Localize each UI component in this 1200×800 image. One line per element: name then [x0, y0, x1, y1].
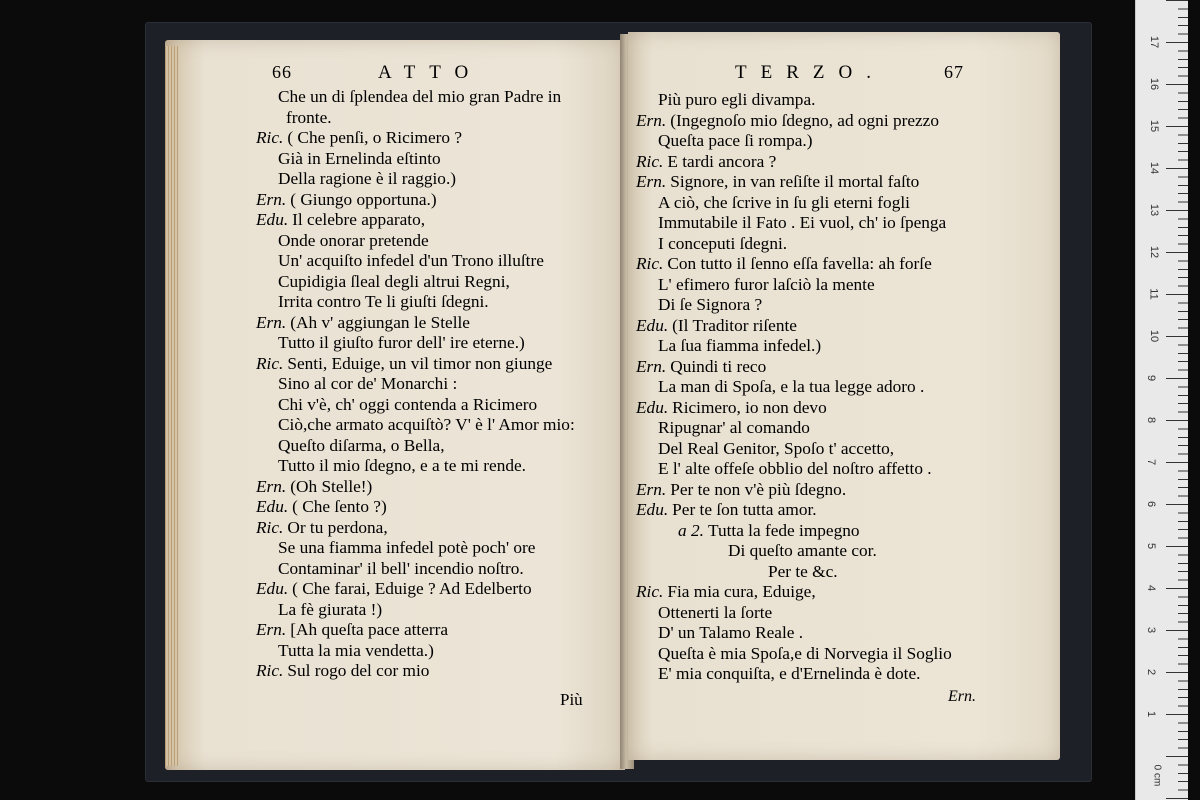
line-text: Per te &c.	[768, 561, 838, 581]
ruler-number: 8	[1145, 416, 1158, 424]
right-page-text	[636, 90, 952, 685]
line-text: Tutto il giuſto furor dell' ire eterne.)	[278, 333, 525, 352]
measuring-ruler	[1135, 0, 1188, 800]
text-line	[256, 231, 575, 252]
ruler-number: 10	[1148, 329, 1161, 343]
line-text: Sul rogo del cor mio	[287, 661, 430, 680]
text-line	[636, 541, 952, 562]
speaker-label: Ern.	[636, 479, 667, 499]
line-text: Tutto il mio ſdegno, e a te mi rende.	[278, 456, 526, 475]
text-line	[636, 623, 952, 644]
text-line	[636, 500, 952, 521]
text-line	[256, 272, 575, 293]
line-text: Con tutto il ſenno eſſa favella: ah forſe	[667, 254, 932, 273]
line-text: Irrita contro Te li giuſti ſdegni.	[278, 292, 489, 311]
line-text: Il celebre apparato,	[292, 210, 426, 229]
text-line	[636, 193, 952, 214]
text-line	[256, 87, 575, 108]
ruler-number: 7	[1145, 458, 1158, 466]
line-text: Fia mia cura, Eduige,	[667, 582, 816, 601]
speaker-label: Edu.	[636, 397, 669, 417]
line-text: I conceputi ſdegni.	[658, 233, 788, 253]
text-line	[636, 111, 952, 132]
text-line	[256, 518, 575, 539]
text-line	[256, 538, 575, 559]
text-line	[636, 398, 952, 419]
line-text: La ſua fiamma infedel.)	[658, 336, 822, 355]
line-text: Se una fiamma infedel potè poch' ore	[278, 538, 536, 557]
text-line	[256, 415, 575, 436]
text-line	[256, 251, 575, 272]
ruler-number: 15	[1148, 119, 1161, 133]
line-text: Onde onorar pretende	[278, 230, 429, 250]
line-text: Sino al cor de' Monarchi :	[278, 374, 458, 393]
speaker-label: Edu.	[256, 210, 289, 229]
text-line	[256, 395, 575, 416]
line-text: Ciò,che armato acquiſtò? V' è l' Amor mio:	[278, 415, 575, 434]
text-line	[256, 149, 575, 170]
text-line	[636, 254, 952, 275]
speaker-label: Ric.	[636, 151, 664, 171]
line-text: A ciò, che ſcrive in ſu gli eterni fogli	[658, 192, 910, 212]
line-text: Più puro egli divampa.	[658, 90, 816, 109]
line-text: Ricimero, io non devo	[672, 397, 827, 417]
speaker-label: Edu.	[256, 579, 289, 598]
text-line	[636, 644, 952, 665]
text-line	[636, 377, 952, 398]
speaker-label: Ric.	[256, 661, 284, 680]
text-line	[636, 562, 952, 583]
text-line	[636, 459, 952, 480]
ruler-number: 11	[1147, 288, 1160, 300]
text-line	[636, 664, 952, 685]
text-line	[256, 313, 575, 334]
speaker-label: Edu.	[256, 497, 289, 516]
ruler-number: 12	[1148, 245, 1161, 259]
page-stack-edge	[165, 46, 179, 766]
ruler-number: 14	[1148, 161, 1161, 175]
text-line	[256, 579, 575, 600]
line-text: Di queſto amante cor.	[728, 541, 877, 560]
line-text: Della ragione è il raggio.)	[278, 169, 457, 188]
left-running-title: ATTO	[378, 62, 483, 83]
line-text: Già in Ernelinda eſtinto	[278, 148, 441, 168]
line-text: (Oh Stelle!)	[290, 476, 373, 496]
line-text: ( Che farai, Eduige ? Ad Edelberto	[292, 579, 532, 598]
text-line	[636, 582, 952, 603]
ruler-number: 5	[1145, 542, 1158, 550]
line-text: Cupidigia ſleal degli altrui Regni,	[278, 271, 510, 291]
ruler-number: 16	[1148, 77, 1161, 91]
line-text: E' mia conquiſta, e d'Ernelinda è dote.	[658, 664, 921, 683]
speaker-label: Ric.	[256, 517, 284, 537]
text-line	[636, 521, 952, 542]
text-line	[636, 336, 952, 357]
text-line	[256, 374, 575, 395]
text-line	[256, 108, 575, 129]
text-line	[636, 480, 952, 501]
speaker-label: Ric.	[636, 582, 664, 601]
speaker-label: Ric.	[256, 128, 284, 147]
speaker-label: Ric.	[256, 353, 284, 373]
line-text: Tutta la fede impegno	[708, 520, 860, 540]
line-text: [Ah queſta pace atterra	[290, 620, 449, 639]
text-line	[636, 439, 952, 460]
right-folio: 67	[944, 62, 964, 82]
ruler-number: 13	[1148, 203, 1161, 217]
line-text: Signore, in van reſiſte il mortal faſto	[670, 172, 920, 191]
line-text: L' efimero furor laſciò la mente	[658, 274, 875, 294]
ruler-number: 9	[1145, 374, 1158, 382]
text-line	[256, 190, 575, 211]
left-page-text	[256, 87, 575, 682]
left-catchword: Più	[560, 690, 583, 709]
line-text: Che un di ſplendea del mio gran Padre in	[278, 87, 562, 106]
text-line	[256, 600, 575, 621]
text-line	[256, 436, 575, 457]
line-text: Per te non v'è più ſdegno.	[670, 479, 847, 499]
speaker-label: Edu.	[636, 315, 669, 335]
text-line	[256, 210, 575, 231]
line-text: Contaminar' il bell' incendio noſtro.	[278, 558, 524, 578]
line-text: Tutta la mia vendetta.)	[278, 640, 434, 660]
right-running-title: TERZO.	[735, 62, 885, 83]
text-line	[636, 275, 952, 296]
line-text: La man di Spoſa, e la tua legge adoro .	[658, 377, 925, 396]
line-text: Ripugnar' al comando	[658, 418, 810, 437]
ruler-number: 4	[1145, 584, 1158, 592]
line-text: Queſta è mia Spoſa,e di Norvegia il Soglio	[658, 643, 952, 663]
line-text: Per te ſon tutta amor.	[672, 500, 817, 519]
line-text: Queſto diſarma, o Bella,	[278, 435, 445, 455]
speaker-label: Ern.	[256, 476, 287, 496]
line-text: Chi v'è, ch' oggi contenda a Ricimero	[278, 394, 538, 414]
line-text: Di ſe Signora ?	[658, 295, 763, 314]
text-line	[256, 333, 575, 354]
line-text: (Ingegnoſo mio ſdegno, ad ogni prezzo	[670, 110, 939, 130]
text-line	[256, 641, 575, 662]
ruler-unit-label: 0 cm	[1151, 764, 1163, 787]
line-text: E l' alte offeſe obblio del noſtro affetto .	[658, 459, 932, 478]
line-text: Del Real Genitor, Spoſo t' accetto,	[658, 438, 895, 458]
text-line	[256, 661, 575, 682]
text-line	[636, 357, 952, 378]
speaker-label: Ern.	[256, 189, 287, 209]
text-line	[636, 316, 952, 337]
ruler-number: 3	[1145, 626, 1158, 634]
line-text: D' un Talamo Reale .	[658, 623, 804, 642]
text-line	[636, 90, 952, 111]
ruler-number: 1	[1145, 710, 1158, 718]
text-line	[636, 131, 952, 152]
line-text: La fè giurata !)	[278, 599, 383, 619]
text-line	[256, 559, 575, 580]
ruler-major-ticks	[1166, 0, 1188, 800]
line-text: ( Che ſento ?)	[292, 497, 387, 516]
speaker-label: Ern.	[256, 620, 287, 639]
text-line	[256, 169, 575, 190]
line-text: Immutabile il Fato . Ei vuol, ch' io ſpenga	[658, 213, 947, 232]
line-text: Ottenerti la ſorte	[658, 602, 773, 622]
ruler-number: 2	[1145, 668, 1158, 676]
text-line	[636, 152, 952, 173]
text-line	[636, 234, 952, 255]
line-text: fronte.	[286, 107, 332, 127]
text-line	[256, 497, 575, 518]
line-text: (Il Traditor riſente	[672, 315, 797, 335]
line-text: Senti, Eduige, un vil timor non giunge	[287, 353, 553, 373]
line-text: Or tu perdona,	[287, 517, 388, 537]
text-line	[256, 477, 575, 498]
text-line	[256, 128, 575, 149]
ruler-number: 6	[1145, 500, 1158, 508]
text-line	[256, 456, 575, 477]
line-text: ( Giungo opportuna.)	[290, 189, 437, 209]
text-line	[636, 172, 952, 193]
line-text: (Ah v' aggiungan le Stelle	[290, 312, 470, 332]
speaker-label: Edu.	[636, 500, 669, 519]
line-text: Un' acquiſto infedel d'un Trono illuſtre	[278, 251, 544, 270]
speaker-label: Ric.	[636, 254, 664, 273]
text-line	[256, 354, 575, 375]
line-text: Queſta pace ſi rompa.)	[658, 131, 813, 150]
ruler-number: 17	[1148, 35, 1161, 49]
line-text: E tardi ancora ?	[667, 151, 777, 171]
speaker-label: Ern.	[256, 312, 287, 332]
line-text: ( Che penſi, o Ricimero ?	[287, 128, 463, 147]
speaker-label: Ern.	[636, 110, 667, 130]
text-line	[636, 295, 952, 316]
left-folio: 66	[272, 62, 292, 82]
line-text: Quindi ti reco	[670, 356, 767, 376]
right-catchword: Ern.	[948, 688, 976, 705]
text-line	[636, 213, 952, 234]
speaker-label: Ern.	[636, 172, 667, 191]
speaker-label: Ern.	[636, 356, 667, 376]
text-line	[256, 292, 575, 313]
text-line	[636, 603, 952, 624]
text-line	[636, 418, 952, 439]
text-line	[256, 620, 575, 641]
duet-marker: a 2.	[678, 520, 704, 540]
